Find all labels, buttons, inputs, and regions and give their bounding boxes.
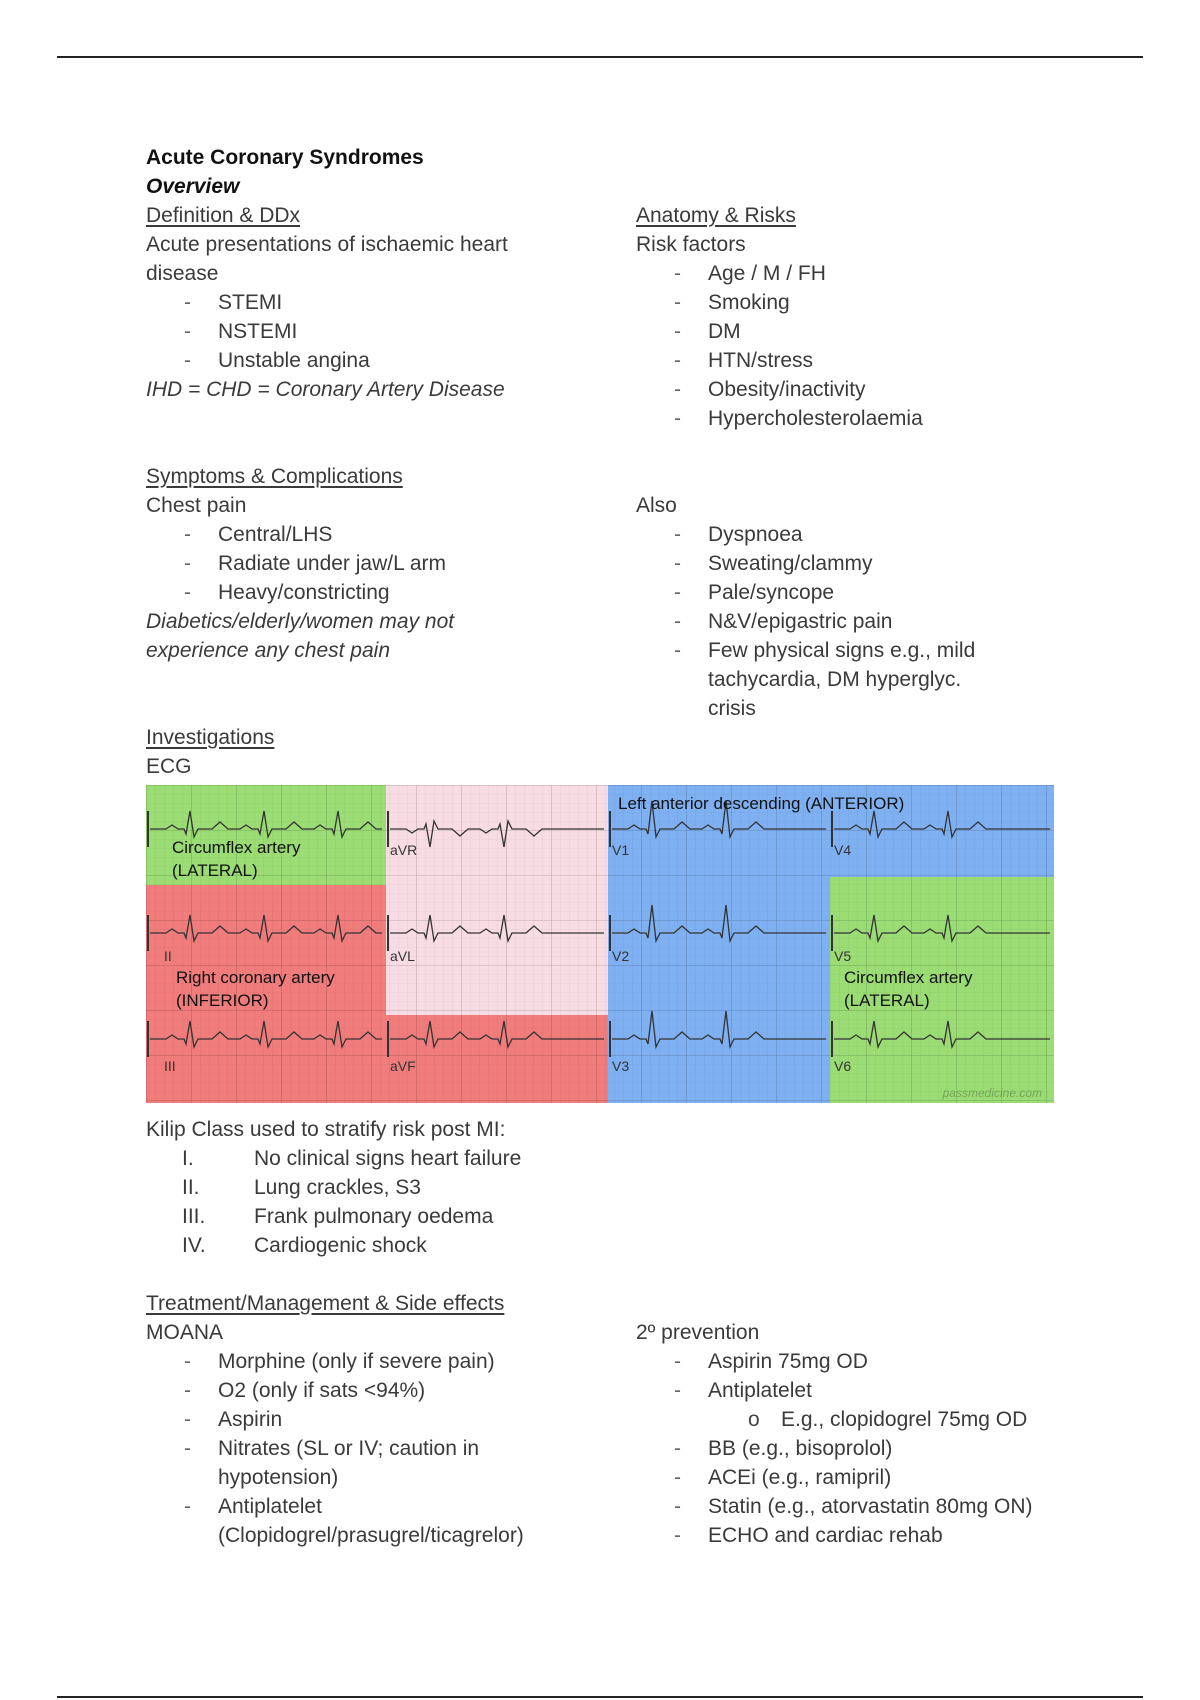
list-item xyxy=(146,1231,1086,1260)
list-item: - ACEi (e.g., ramipril) xyxy=(636,1463,1086,1492)
ecg-label-lateral-right: (LATERAL) xyxy=(844,991,930,1010)
kilip-list xyxy=(146,1144,1086,1260)
list-item: - Few physical signs e.g., mild tachycardia, DM hyperglyc. crisis xyxy=(636,636,1008,723)
ecg-label-circumflex-left: Circumflex artery xyxy=(172,838,301,857)
prevention-list xyxy=(636,1347,1086,1405)
list-item: - Pale/syncope xyxy=(636,578,1086,607)
list-item: - NSTEMI xyxy=(146,317,636,346)
ecg-lead-V3: V3 xyxy=(612,1058,630,1074)
symptoms-heading: Symptoms & Complications xyxy=(146,465,403,488)
definition-heading: Definition & DDx xyxy=(146,204,301,227)
list-item: - HTN/stress xyxy=(636,346,1086,375)
treatment-heading: Treatment/Management & Side effects xyxy=(146,1292,505,1315)
definition-note: IHD = CHD = Coronary Artery Disease xyxy=(146,378,505,401)
ecg-lead-V1: V1 xyxy=(612,842,630,858)
list-number: I. xyxy=(182,1147,194,1170)
list-text: Frank pulmonary oedema xyxy=(254,1205,494,1228)
ecg-diagram xyxy=(146,785,1054,1103)
symptoms-list xyxy=(146,520,636,607)
list-item: o E.g., clopidogrel 75mg OD xyxy=(636,1405,1086,1434)
ecg-label-rca: Right coronary artery xyxy=(176,968,335,987)
list-item: - BB (e.g., bisoprolol) xyxy=(636,1434,1086,1463)
also-list xyxy=(636,520,1086,723)
prevention-list-continued xyxy=(636,1434,1086,1550)
list-item: - Unstable angina xyxy=(146,346,636,375)
list-item xyxy=(146,1144,1086,1173)
bottom-rule xyxy=(57,1696,1143,1698)
list-item: - Dyspnoea xyxy=(636,520,1086,549)
definition-text: Acute presentations of ischaemic heart disease xyxy=(146,233,508,285)
list-item: - Age / M / FH xyxy=(636,259,1086,288)
page-content xyxy=(146,143,1086,1550)
list-item: - Smoking xyxy=(636,288,1086,317)
ecg-lead-V6: V6 xyxy=(834,1058,852,1074)
ecg-lead-aVR: aVR xyxy=(390,842,418,858)
ecg-label-lad: Left anterior descending (ANTERIOR) xyxy=(618,794,905,813)
list-item: - Antiplatelet (Clopidogrel/prasugrel/ticagrelor) xyxy=(146,1492,558,1550)
list-item: - DM xyxy=(636,317,1086,346)
risk-factor-list xyxy=(636,259,1086,433)
treatment-text: MOANA xyxy=(146,1321,224,1344)
list-item: - Nitrates (SL or IV; caution in hypotension) xyxy=(146,1434,518,1492)
list-number: III. xyxy=(182,1205,206,1228)
list-item: - O2 (only if sats <94%) xyxy=(146,1376,636,1405)
definition-list xyxy=(146,288,636,375)
also-column xyxy=(636,462,1086,723)
kilip-text: Kilip Class used to stratify risk post MI: xyxy=(146,1118,506,1141)
anatomy-column xyxy=(636,201,1086,433)
ecg-label-circumflex-right: Circumflex artery xyxy=(844,968,973,987)
list-item: - Heavy/constricting xyxy=(146,578,636,607)
ecg-lead-aVF: aVF xyxy=(390,1058,416,1074)
list-item: - Sweating/clammy xyxy=(636,549,1086,578)
list-item: - Obesity/inactivity xyxy=(636,375,1086,404)
list-item xyxy=(146,1202,1086,1231)
list-item: - Aspirin xyxy=(146,1405,636,1434)
list-number: II. xyxy=(182,1176,200,1199)
prevention-column xyxy=(636,1289,1086,1550)
prevention-sublist xyxy=(636,1405,1086,1434)
also-text: Also xyxy=(636,494,677,517)
treatment-column xyxy=(146,1289,636,1550)
ecg-lead-aVL: aVL xyxy=(390,948,415,964)
top-rule xyxy=(57,56,1143,58)
overview-section xyxy=(146,201,1086,433)
ecg-lead-V2: V2 xyxy=(612,948,630,964)
list-number: IV. xyxy=(182,1234,206,1257)
overview-subtitle: Overview xyxy=(146,175,240,198)
list-item: - Hypercholesterolaemia xyxy=(636,404,1086,433)
list-item: - STEMI xyxy=(146,288,636,317)
symptoms-note: Diabetics/elderly/women may not experience any chest pain xyxy=(146,610,455,662)
ecg-lead-II: II xyxy=(164,948,172,964)
anatomy-text: Risk factors xyxy=(636,233,746,256)
list-item: - N&V/epigastric pain xyxy=(636,607,1086,636)
list-text: No clinical signs heart failure xyxy=(254,1147,522,1170)
list-item: - Morphine (only if severe pain) xyxy=(146,1347,636,1376)
ecg-lead-III: III xyxy=(164,1058,176,1074)
treatment-section xyxy=(146,1289,1086,1550)
list-text: Lung crackles, S3 xyxy=(254,1176,421,1199)
symptoms-text: Chest pain xyxy=(146,494,247,517)
ecg-lead-V5: V5 xyxy=(834,948,852,964)
list-item: - ECHO and cardiac rehab xyxy=(636,1521,1086,1550)
list-text: Cardiogenic shock xyxy=(254,1234,427,1257)
list-item xyxy=(146,1173,1086,1202)
ecg-watermark: passmedicine.com xyxy=(942,1086,1042,1100)
definition-column xyxy=(146,201,636,433)
list-item: - Antiplatelet xyxy=(636,1376,1086,1405)
symptoms-column xyxy=(146,462,636,723)
symptoms-section xyxy=(146,462,1086,723)
ecg-label-lateral-left: (LATERAL) xyxy=(172,861,258,880)
ecg-label-inferior: (INFERIOR) xyxy=(176,991,269,1010)
page-title: Acute Coronary Syndromes xyxy=(146,146,424,169)
list-item: - Aspirin 75mg OD xyxy=(636,1347,1086,1376)
prevention-text: 2º prevention xyxy=(636,1321,760,1344)
ecg-image xyxy=(146,785,1054,1103)
investigations-text: ECG xyxy=(146,755,192,778)
ecg-lead-V4: V4 xyxy=(834,842,852,858)
list-item: - Statin (e.g., atorvastatin 80mg ON) xyxy=(636,1492,1086,1521)
list-item: - Central/LHS xyxy=(146,520,636,549)
anatomy-heading: Anatomy & Risks xyxy=(636,204,796,227)
list-item: - Radiate under jaw/L arm xyxy=(146,549,636,578)
investigations-heading: Investigations xyxy=(146,726,275,749)
treatment-list xyxy=(146,1347,636,1550)
